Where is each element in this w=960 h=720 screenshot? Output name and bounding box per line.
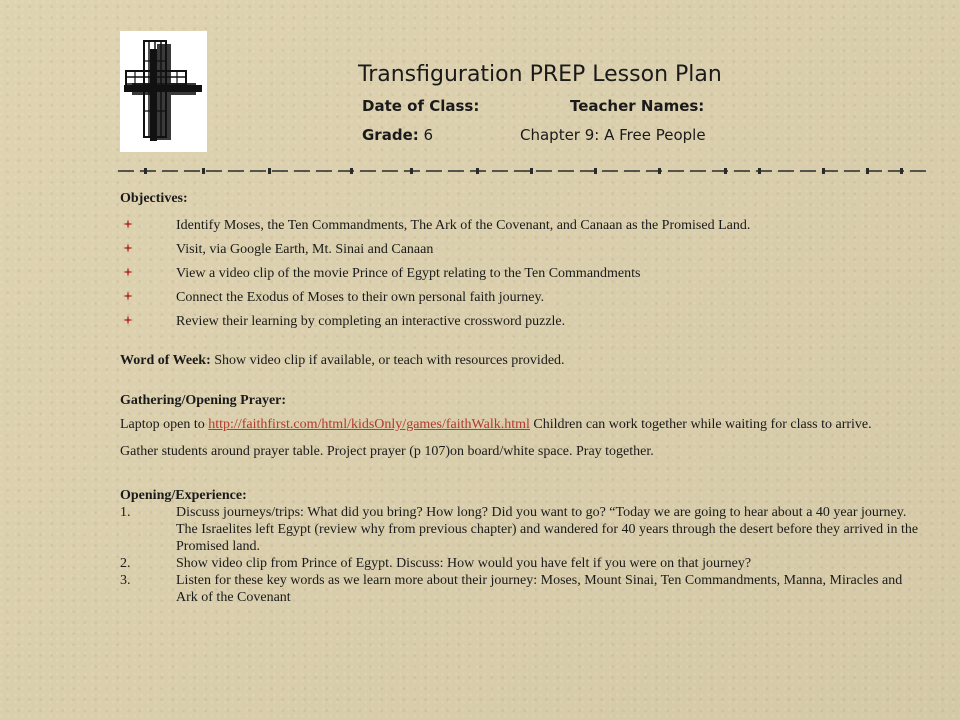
- word-of-week-text: Show video clip if available, or teach with resources provided.: [210, 353, 565, 368]
- objective-text: Visit, via Google Earth, Mt. Sinai and Canaan: [176, 242, 434, 257]
- flourish-bullet-icon: [123, 267, 133, 277]
- laptop-prefix: Laptop open to: [120, 417, 209, 432]
- gather-paragraph: Gather students around prayer table. Project prayer (p 107)on board/white space. Pray together.: [120, 444, 654, 459]
- objective-text: View a video clip of the movie Prince of Egypt relating to the Ten Commandments: [176, 266, 641, 281]
- page-title: Transfiguration PREP Lesson Plan: [358, 62, 722, 87]
- objectives-title: Objectives:: [120, 191, 188, 206]
- date-label: Date of Class:: [362, 97, 480, 115]
- grade-line: [362, 126, 433, 144]
- step-text: Discuss journeys/trips: What did you bring? How long? Did you want to go? “Today we are going to hear about a 40 year journey. The Israelites left Egypt (review why from previous chapter) and wandered for 40 years through the desert before they arrived in the Promised land.: [176, 505, 919, 554]
- step-text: Show video clip from Prince of Egypt. Discuss: How would you have felt if you were on that journey?: [176, 556, 752, 571]
- objective-text: Review their learning by completing an interactive crossword puzzle.: [176, 314, 566, 329]
- list-item: [120, 572, 920, 606]
- grade-label: Grade:: [362, 126, 419, 144]
- list-item: [120, 504, 920, 555]
- word-of-week-label: Word of Week:: [120, 353, 211, 368]
- list-item: [120, 265, 920, 282]
- flourish-bullet-icon: [123, 219, 133, 229]
- lesson-content: [120, 190, 920, 606]
- flourish-bullet-icon: [123, 243, 133, 253]
- objectives-list: [120, 217, 920, 330]
- word-of-week: [120, 352, 920, 369]
- list-item: [120, 313, 920, 330]
- laptop-paragraph: [120, 416, 920, 433]
- grade-value: 6: [423, 126, 434, 144]
- dashed-divider: [118, 164, 930, 178]
- opening-title: Opening/Experience:: [120, 488, 247, 503]
- flourish-bullet-icon: [123, 291, 133, 301]
- objective-text: Identify Moses, the Ten Commandments, The Ark of the Covenant, and Canaan as the Promised Land.: [176, 218, 751, 233]
- list-item: [120, 555, 920, 572]
- step-number: 3.: [120, 573, 131, 588]
- flourish-bullet-icon: [123, 315, 133, 325]
- gathering-title: Gathering/Opening Prayer:: [120, 393, 287, 408]
- list-item: [120, 289, 920, 306]
- step-number: 2.: [120, 556, 131, 571]
- objective-text: Connect the Exodus of Moses to their own personal faith journey.: [176, 290, 545, 305]
- cross-logo: [120, 31, 207, 152]
- teacher-label: Teacher Names:: [570, 97, 705, 115]
- step-number: 1.: [120, 505, 131, 520]
- step-text: Listen for these key words as we learn more about their journey: Moses, Mount Sinai, Ten Commandments, Manna, Miracles and Ark of the Covenant: [176, 573, 903, 605]
- list-item: [120, 217, 920, 234]
- opening-steps: [120, 504, 920, 606]
- laptop-suffix: Children can work together while waiting for class to arrive.: [529, 417, 872, 432]
- faith-walk-link[interactable]: http://faithfirst.com/html/kidsOnly/games/faithWalk.html: [208, 417, 530, 432]
- cross-icon: [120, 31, 207, 152]
- list-item: [120, 241, 920, 258]
- chapter-title: Chapter 9: A Free People: [520, 126, 706, 144]
